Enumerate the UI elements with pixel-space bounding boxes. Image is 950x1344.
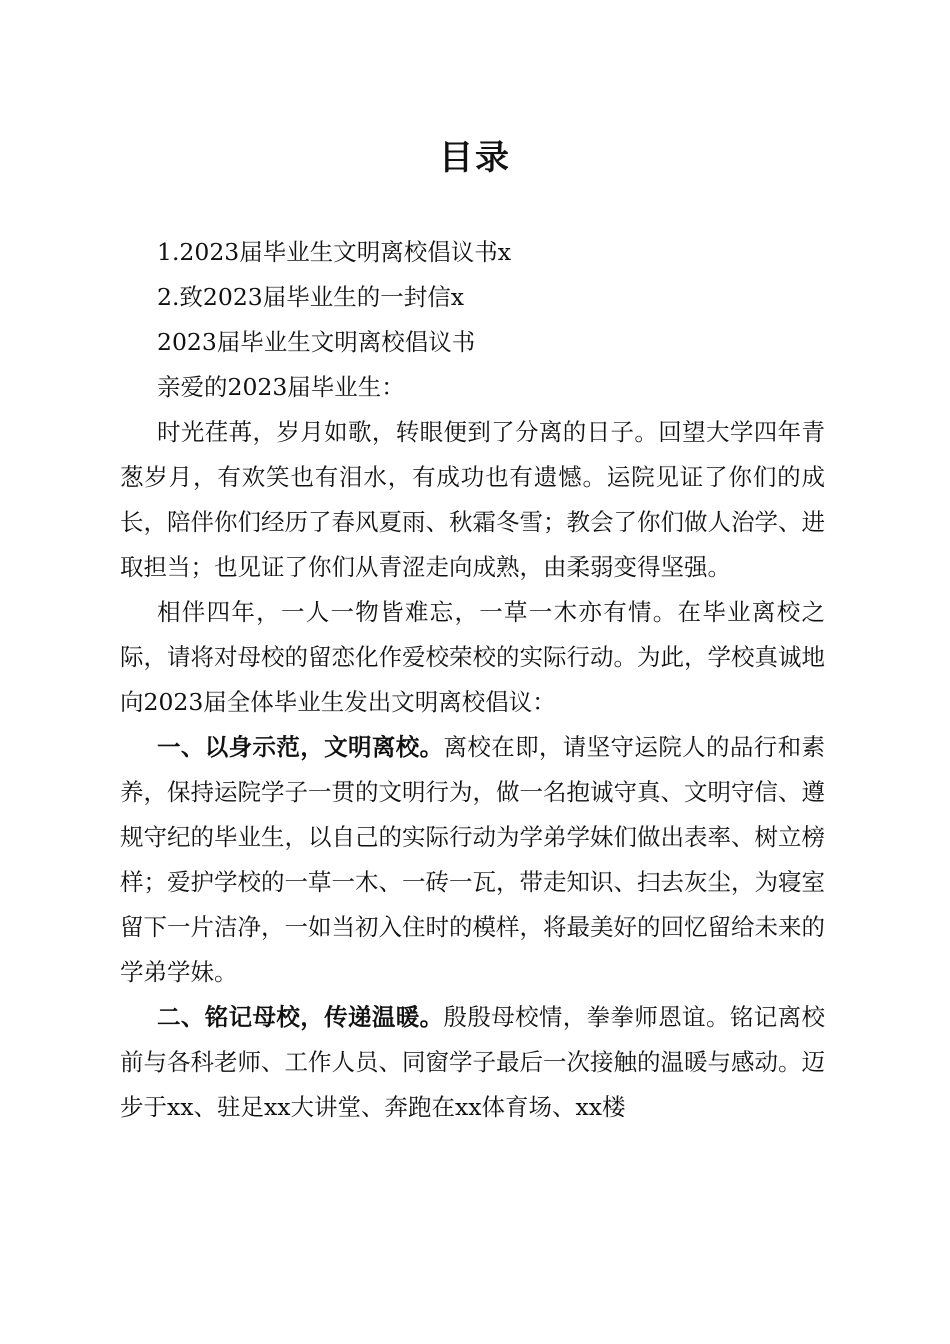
toc-item-2[interactable]: 2.致2023届毕业生的一封信x <box>157 283 464 311</box>
paragraph-3-body: 离校在即，请坚守运院人的品行和素养，保持运院学子一贯的文明行为，做一名抱诚守真、文明守信、遵规守纪的毕业生，以自己的实际行动为学弟学妹们做出表率、树立榜样；爱护学校的一草一木、一砖一瓦，带走知识、扫去灰尘，为寝室留下一片洁净，一如当初入住时的模样，将最美好的回忆留给未来的学弟学妹。 <box>120 733 826 986</box>
document-body <box>120 230 825 1130</box>
paragraph-2: 相伴四年，一人一物皆难忘，一草一木亦有情。在毕业离校之际，请将对母校的留恋化作爱校荣校的实际行动。为此，学校真诚地向2023届全体毕业生发出文明离校倡议： <box>120 598 825 716</box>
paragraph-3 <box>120 725 825 995</box>
paragraph-4 <box>120 995 825 1130</box>
toc-item-1[interactable]: 1.2023届毕业生文明离校倡议书x <box>157 238 511 266</box>
page-title: 目录 <box>439 138 511 178</box>
paragraph-4-heading: 二、铭记母校，传递温暖。 <box>157 1003 444 1031</box>
paragraph-1: 时光荏苒，岁月如歌，转眼便到了分离的日子。回望大学四年青葱岁月，有欢笑也有泪水，有成功也有遗憾。运院见证了你们的成长，陪伴你们经历了春风夏雨、秋霜冬雪；教会了你们做人治学、进取担当；也见证了你们从青涩走向成熟，由柔弱变得坚强。 <box>120 418 825 581</box>
paragraph-3-heading: 一、以身示范，文明离校。 <box>157 733 444 761</box>
salutation: 亲爱的2023届毕业生： <box>157 373 405 401</box>
paragraph-4-body: 殷殷母校情，拳拳师恩谊。铭记离校前与各科老师、工作人员、同窗学子最后一次接触的温暖与感动。迈步于xx、驻足xx大讲堂、奔跑在xx体育场、xx楼 <box>120 1003 826 1121</box>
document-heading: 2023届毕业生文明离校倡议书 <box>157 328 476 356</box>
